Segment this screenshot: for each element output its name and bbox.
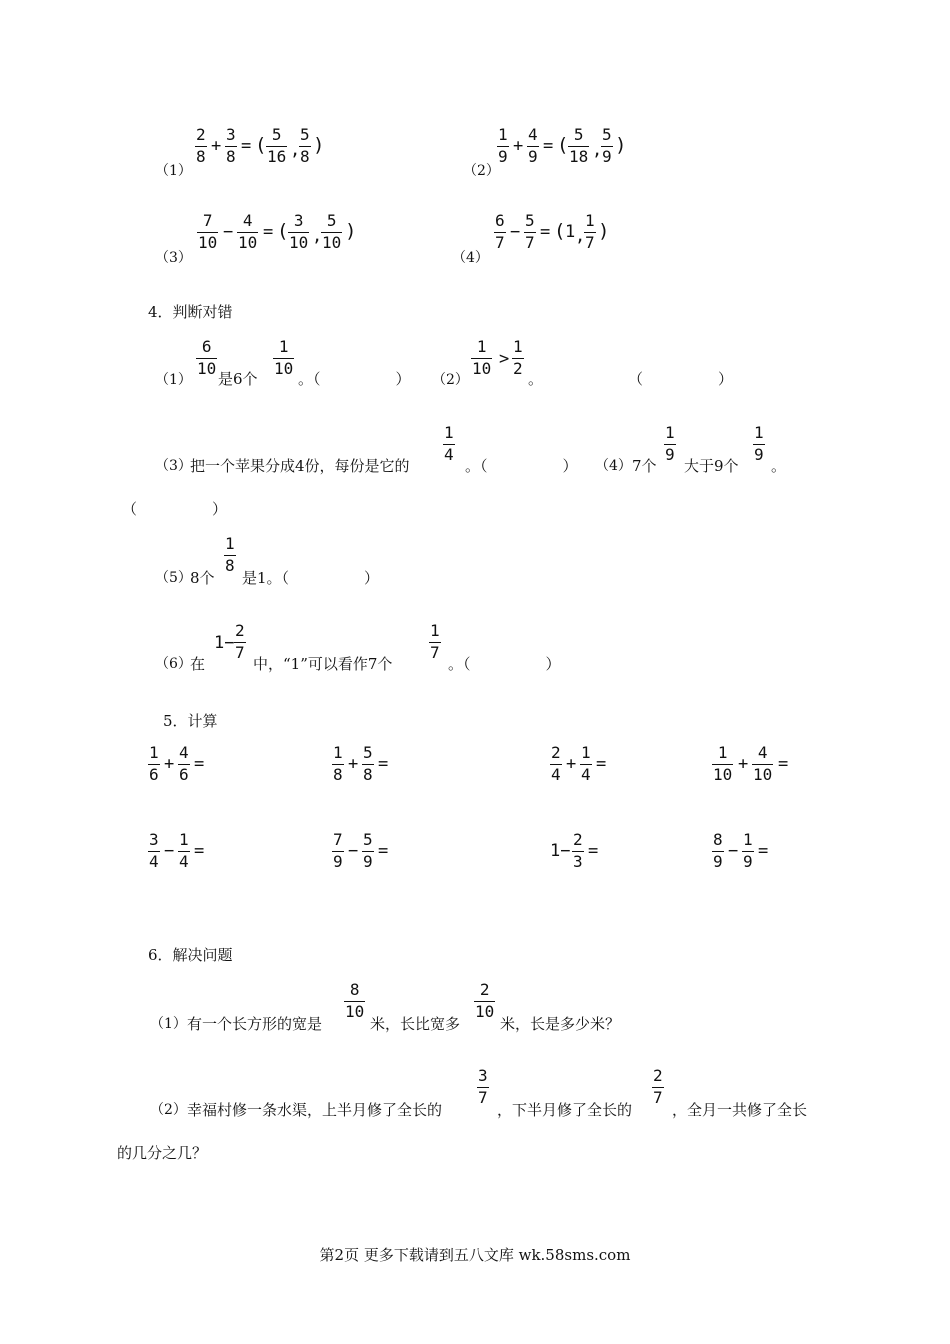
numerator: 1 [333,743,343,762]
denominator: 10 [274,359,294,378]
left-paren: ( [255,134,267,156]
denominator: 4 [581,765,591,784]
denominator: 8 [225,556,235,575]
numerator: 8 [713,830,723,849]
denominator: 4 [149,852,159,871]
denominator: 6 [149,765,159,784]
fraction [344,981,365,1021]
denominator: 4 [179,852,189,871]
text: 把一个苹果分成4份，每份是它的 [190,457,410,475]
numerator: 3 [226,125,236,144]
denominator: 18 [569,147,589,166]
numerator: 2 [551,743,561,762]
fraction [443,424,455,464]
comma: , [290,140,301,160]
fraction [178,744,190,784]
numerator: 5 [525,211,535,230]
text: ，全月一共修了全长 [672,1101,808,1119]
equals-sign: = [540,222,551,242]
operator: + [164,754,175,774]
equals-sign: = [778,754,789,774]
equals-sign: = [596,754,607,774]
denominator: 9 [363,852,373,871]
fraction [584,212,596,252]
fraction [234,622,246,662]
left-paren: ( [554,220,566,242]
numerator: 6 [201,337,212,356]
page-footer: 第2页 更多下载请到五八文库 wk.58sms.com [319,1246,631,1264]
numerator: 1 [179,830,189,849]
numerator: 8 [349,980,360,999]
text: 米，长是多少米？ [500,1015,621,1033]
fraction [494,212,506,252]
numerator: 2 [479,980,490,999]
denominator: 9 [498,147,508,166]
fraction [712,744,733,784]
operator: + [738,754,749,774]
right-paren: ) [345,220,357,242]
fraction [362,744,374,784]
numerator: 6 [495,211,505,230]
item-label: （3） [155,250,192,266]
right-paren: ) [313,134,325,156]
numerator: 1 [743,830,753,849]
denominator: 16 [267,147,287,166]
denominator: 9 [333,852,343,871]
fraction [742,831,754,871]
denominator: 10 [345,1002,365,1021]
fraction [266,126,287,166]
numerator: 5 [363,743,373,762]
equals-sign: = [378,754,389,774]
operator: − [510,222,521,242]
item-label: （1） [150,1016,187,1032]
denominator: 9 [665,445,675,464]
fraction [273,338,294,378]
numerator: 5 [602,125,612,144]
comma: , [575,226,586,246]
operator: − [348,841,359,861]
answer-blank: 。（ ） [298,370,411,388]
equals-sign: = [241,136,252,156]
fraction [477,1067,489,1107]
numerator: 4 [757,743,768,762]
operator: + [566,754,577,774]
fraction [753,424,765,464]
equals-sign: = [588,841,599,861]
fraction [429,622,441,662]
denominator: 2 [513,359,523,378]
denominator: 7 [478,1088,488,1107]
text: 有一个长方形的宽是 [187,1015,323,1033]
numerator: 1 [665,423,675,442]
operator: − [728,841,739,861]
denominator: 6 [179,765,189,784]
fraction [332,744,344,784]
fraction [712,831,724,871]
fraction [196,338,217,378]
denominator: 4 [444,445,454,464]
answer-blank: 。（ ） [465,457,578,475]
section-title: 6．解决问题 [148,946,233,964]
item-label: （2） [432,372,469,388]
denominator: 8 [363,765,373,784]
fraction [550,744,562,784]
item-label: （6） [155,656,192,672]
item-label: （5） [155,570,192,586]
fraction [321,212,342,252]
denominator: 9 [602,147,612,166]
numerator: 1 [476,337,487,356]
denominator: 4 [551,765,561,784]
denominator: 10 [289,233,309,252]
numerator: 5 [363,830,373,849]
denominator: 7 [430,643,440,662]
denominator: 8 [333,765,343,784]
text: 。 [771,457,787,475]
fraction [195,126,207,166]
item-label: （2） [150,1102,187,1118]
fraction [580,744,592,784]
denominator: 9 [528,147,538,166]
fraction [752,744,773,784]
numerator: 1 [498,125,508,144]
fraction [652,1067,664,1107]
section-title: 5．计算 [163,712,218,730]
fraction [568,126,589,166]
right-paren: ) [615,134,627,156]
denominator: 10 [197,359,217,378]
denominator: 9 [743,852,753,871]
numerator: 5 [573,125,584,144]
text: 7个 [632,457,657,475]
fraction [178,831,190,871]
text: 的几分之几？ [117,1144,208,1162]
operator: − [223,222,234,242]
fraction [148,831,160,871]
text: 米，长比宽多 [370,1015,461,1033]
operator: − [164,841,175,861]
numerator: 1 [581,743,591,762]
equals-sign: = [758,841,769,861]
denominator: 7 [585,233,595,252]
numerator: 7 [202,211,213,230]
denominator: 10 [472,359,492,378]
denominator: 8 [226,147,236,166]
equals-sign: = [543,136,554,156]
item-label: （3） [155,458,192,474]
operator: > [499,349,510,369]
fraction [332,831,344,871]
denominator: 10 [198,233,218,252]
fraction [288,212,309,252]
denominator: 7 [495,233,505,252]
numerator: 4 [242,211,253,230]
equals-sign: = [194,754,205,774]
left-paren: ( [557,134,569,156]
numerator: 3 [149,830,159,849]
denominator: 9 [713,852,723,871]
expression: 1− [214,633,235,653]
numerator: 7 [333,830,343,849]
fraction [148,744,160,784]
text: 是6个 [218,370,258,388]
numerator: 1 [754,423,764,442]
answer-blank: （ ） [122,500,228,518]
text: ，下半月修了全长的 [497,1101,633,1119]
denominator: 10 [322,233,342,252]
denominator: 10 [713,765,733,784]
denominator: 7 [525,233,535,252]
denominator: 8 [196,147,206,166]
fraction [471,338,492,378]
fraction [664,424,676,464]
right-paren: ) [598,220,610,242]
answer-blank: （ ） [628,370,734,388]
numerator: 5 [271,125,282,144]
denominator: 7 [235,643,245,662]
comma: , [312,226,323,246]
text: 大于9个 [684,457,739,475]
numerator: 2 [196,125,206,144]
numerator: 4 [179,743,189,762]
text: 中，“1”可以看作7个 [253,655,393,673]
text: 幸福村修一条水渠，上半月修了全长的 [187,1101,443,1119]
numerator: 1 [585,211,595,230]
fraction [225,126,237,166]
item-label: （4） [452,250,489,266]
fraction [197,212,218,252]
numerator: 5 [326,211,337,230]
item-label: （2） [463,163,500,179]
fraction [474,981,495,1021]
expression: 1− [550,841,571,861]
numerator: 1 [717,743,728,762]
numerator: 1 [444,423,454,442]
numerator: 1 [278,337,289,356]
fraction [299,126,311,166]
denominator: 10 [753,765,773,784]
comma: , [592,140,603,160]
equals-sign: = [194,841,205,861]
item-label: （1） [155,372,192,388]
denominator: 10 [475,1002,495,1021]
number: 1 [565,222,576,242]
fraction [362,831,374,871]
numerator: 5 [300,125,310,144]
denominator: 8 [300,147,310,166]
fraction [524,212,536,252]
fraction [237,212,258,252]
operator: + [348,754,359,774]
numerator: 2 [653,1066,663,1085]
fraction [224,535,236,575]
fraction [527,126,539,166]
denominator: 7 [653,1088,663,1107]
text: 在 [190,655,206,673]
denominator: 10 [238,233,258,252]
numerator: 1 [149,743,159,762]
operator: + [211,136,222,156]
left-paren: ( [277,220,289,242]
numerator: 2 [235,621,245,640]
text: 。 [528,370,544,388]
answer-blank: 是1。（ ） [242,569,380,587]
numerator: 3 [293,211,304,230]
numerator: 2 [573,830,583,849]
section-title: 4．判断对错 [148,303,233,321]
fraction [601,126,613,166]
numerator: 3 [478,1066,488,1085]
numerator: 4 [528,125,538,144]
fraction [512,338,524,378]
operator: + [513,136,524,156]
numerator: 1 [513,337,523,356]
numerator: 1 [430,621,440,640]
fraction [497,126,509,166]
equals-sign: = [378,841,389,861]
denominator: 9 [754,445,764,464]
numerator: 1 [225,534,235,553]
answer-blank: 。（ ） [448,655,561,673]
fraction [572,831,584,871]
text: 8个 [190,569,215,587]
item-label: （4） [595,458,632,474]
equals-sign: = [263,222,274,242]
denominator: 3 [573,852,583,871]
item-label: （1） [155,163,192,179]
